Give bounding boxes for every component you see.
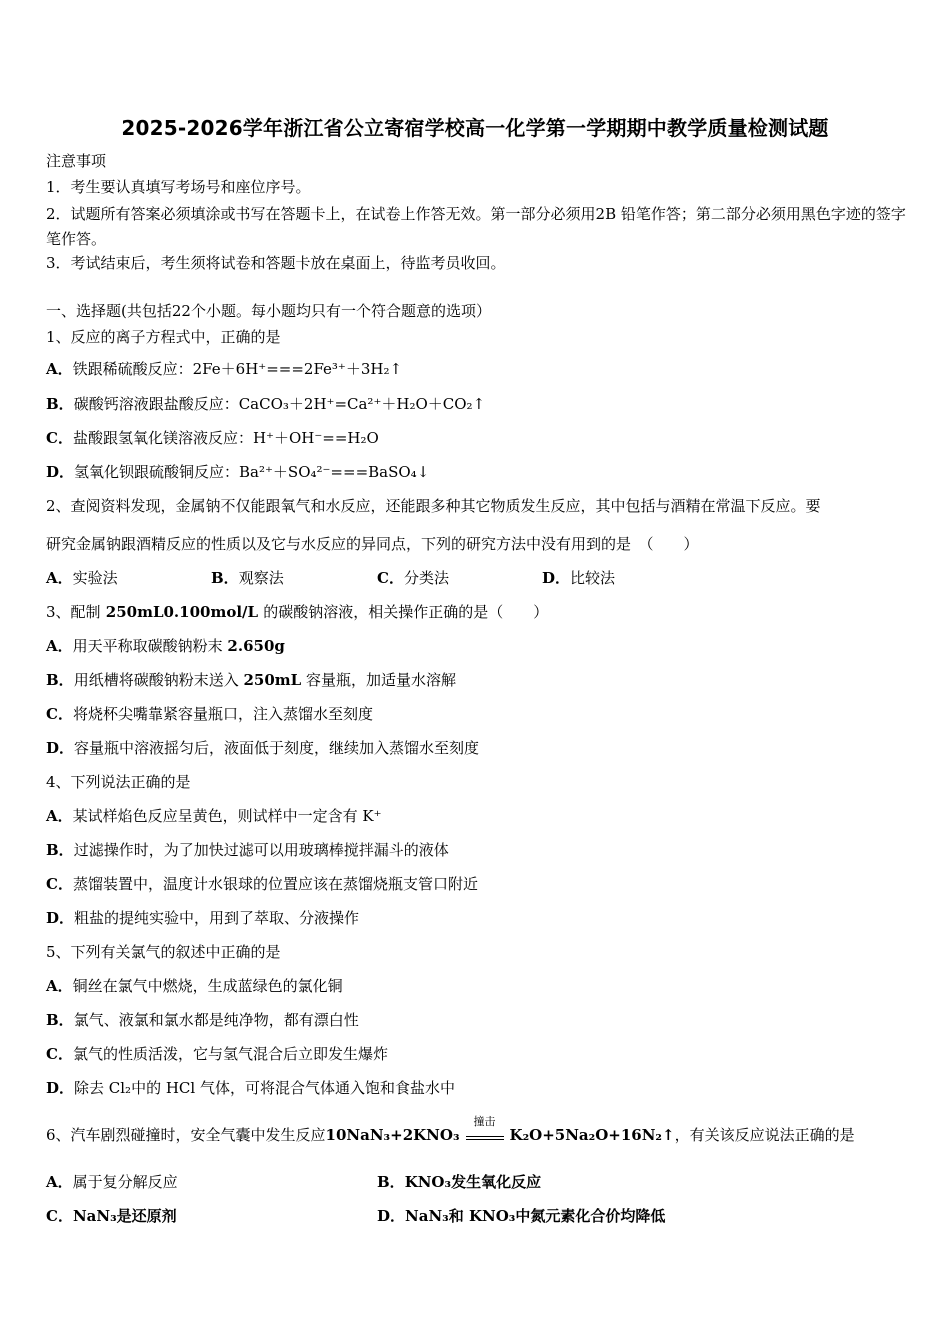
option-text: 氢氧化钡跟硫酸铜反应：Ba²⁺＋SO₄²⁻===BaSO₄↓ xyxy=(74,463,430,481)
q1-option-c xyxy=(46,428,379,448)
option-label: D． xyxy=(542,569,571,587)
option-label: C． xyxy=(46,429,73,447)
q2-option-d xyxy=(542,568,615,588)
question-6-stem xyxy=(46,1115,855,1146)
option-text: 将烧杯尖嘴靠紧容量瓶口，注入蒸馏水至刻度 xyxy=(72,705,373,723)
stem-text: 6、汽车剧烈碰撞时，安全气囊中发生反应 xyxy=(46,1126,326,1144)
option-text: 氯气、液氯和氯水都是纯净物，都有漂白性 xyxy=(73,1011,359,1029)
option-text: 容量瓶，加适量水溶解 xyxy=(301,671,456,689)
option-text: 铁跟稀硫酸反应：2Fe＋6H⁺===2Fe³⁺＋3H₂↑ xyxy=(72,360,403,378)
option-text: 比较法 xyxy=(570,569,616,587)
option-text: 除去 Cl₂中的 HCl 气体，可将混合气体通入饱和食盐水中 xyxy=(74,1079,455,1097)
option-text: 盐酸跟氢氧化镁溶液反应：H⁺＋OH⁻==H₂O xyxy=(72,429,379,447)
option-label: D． xyxy=(46,1079,75,1097)
option-text: KNO₃发生氧化反应 xyxy=(404,1173,542,1191)
q4-option-d xyxy=(46,908,359,928)
page-title: 2025-2026学年浙江省公立寄宿学校高一化学第一学期期中教学质量检测试题 xyxy=(121,116,829,140)
q6-option-a xyxy=(46,1172,178,1192)
question-4-stem: 4、下列说法正确的是 xyxy=(46,773,191,791)
q4-option-c xyxy=(46,874,478,894)
option-text: 铜丝在氯气中燃烧，生成蓝绿色的氯化铜 xyxy=(72,977,343,995)
q1-option-b xyxy=(46,394,485,414)
question-3-stem xyxy=(46,602,548,622)
q4-option-b xyxy=(46,840,449,860)
question-5-stem: 5、下列有关氯气的叙述中正确的是 xyxy=(46,943,281,961)
option-label: C． xyxy=(377,569,404,587)
option-label: B． xyxy=(46,395,74,413)
option-value: 250mL xyxy=(243,671,302,689)
q2-option-b xyxy=(211,568,284,588)
option-text: 容量瓶中溶液摇匀后，液面低于刻度，继续加入蒸馏水至刻度 xyxy=(74,739,480,757)
option-label: C． xyxy=(46,875,73,893)
option-value: 2.650g xyxy=(227,637,285,655)
option-label: A． xyxy=(46,637,73,655)
notice-item-3: 3．考试结束后，考生须将试卷和答题卡放在桌面上，待监考员收回。 xyxy=(46,254,506,272)
q6-option-b xyxy=(377,1172,541,1192)
option-text: 分类法 xyxy=(403,569,449,587)
option-text: 属于复分解反应 xyxy=(72,1173,178,1191)
option-text: NaN₃和 KNO₃中氮元素化合价均降低 xyxy=(405,1207,666,1225)
q5-option-c xyxy=(46,1044,388,1064)
q3-option-a xyxy=(46,636,285,656)
q3-option-b xyxy=(46,670,456,690)
option-text: 用天平称取碳酸钠粉末 xyxy=(72,637,228,655)
option-text: 粗盐的提纯实验中，用到了萃取、分液操作 xyxy=(74,909,360,927)
option-label: A． xyxy=(46,1173,73,1191)
equation-products: K₂O+5Na₂O+16N₂↑ xyxy=(509,1126,675,1144)
stem-concentration: 250mL0.100mol/L xyxy=(100,603,264,621)
q1-option-d xyxy=(46,462,429,482)
option-label: A． xyxy=(46,360,73,378)
option-label: A． xyxy=(46,977,73,995)
question-1-stem: 1、反应的离子方程式中，正确的是 xyxy=(46,328,281,346)
option-label: B． xyxy=(46,671,74,689)
stem-text: 3、配制 xyxy=(46,603,101,621)
option-label: B． xyxy=(211,569,239,587)
notice-heading: 注意事项 xyxy=(46,152,107,170)
option-text: 用纸槽将碳酸钠粉末送入 xyxy=(73,671,244,689)
option-label: D． xyxy=(46,463,75,481)
option-text: 某试样焰色反应呈黄色，则试样中一定含有 K⁺ xyxy=(72,807,382,825)
option-label: A． xyxy=(46,807,73,825)
stem-text: 的碳酸钠溶液，相关操作正确的是（ ） xyxy=(263,603,549,621)
option-text: 氯气的性质活泼，它与氢气混合后立即发生爆炸 xyxy=(72,1045,388,1063)
q3-option-d xyxy=(46,738,479,758)
q1-option-a xyxy=(46,359,402,379)
option-text: NaN₃是还原剂 xyxy=(72,1207,177,1225)
option-label: B． xyxy=(46,841,74,859)
q6-option-d xyxy=(377,1206,665,1226)
q5-option-b xyxy=(46,1010,359,1030)
section-heading: 一、选择题(共包括22个小题。每小题均只有一个符合题意的选项） xyxy=(46,302,491,320)
option-label: D． xyxy=(46,909,75,927)
notice-item-1: 1．考生要认真填写考场号和座位序号。 xyxy=(46,178,311,196)
option-text: 碳酸钙溶液跟盐酸反应：CaCO₃＋2H⁺=Ca²⁺＋H₂O＋CO₂↑ xyxy=(73,395,486,413)
q6-option-c xyxy=(46,1206,177,1226)
reaction-arrow xyxy=(464,1115,506,1146)
option-label: B． xyxy=(377,1173,405,1191)
option-label: B． xyxy=(46,1011,74,1029)
option-label: C． xyxy=(46,1045,73,1063)
option-text: 观察法 xyxy=(238,569,284,587)
question-2-stem-line1: 2、查阅资料发现，金属钠不仅能跟氧气和水反应，还能跟多种其它物质发生反应，其中包括与酒精在常温下反应。要 xyxy=(46,497,821,515)
q2-option-a xyxy=(46,568,118,588)
option-label: C． xyxy=(46,1207,73,1225)
reaction-condition: 撞击 xyxy=(473,1115,496,1128)
option-label: D． xyxy=(46,739,75,757)
q2-option-c xyxy=(377,568,449,588)
option-label: D． xyxy=(377,1207,406,1225)
q5-option-a xyxy=(46,976,343,996)
notice-item-2: 2．试题所有答案必须填涂或书写在答题卡上，在试卷上作答无效。第一部分必须用2B 铅笔作答；第二部分必须用黑色字迹的签字笔作答。 xyxy=(46,205,906,248)
q3-option-c xyxy=(46,704,373,724)
question-2-stem-line2: 研究金属钠跟酒精反应的性质以及它与水反应的异同点，下列的研究方法中没有用到的是 （ ） xyxy=(46,535,699,553)
equation-reactants: 10NaN₃+2KNO₃ xyxy=(325,1126,460,1144)
stem-text: ，有关该反应说法正确的是 xyxy=(674,1126,855,1144)
option-label: C． xyxy=(46,705,73,723)
q4-option-a xyxy=(46,806,382,826)
q5-option-d xyxy=(46,1078,455,1098)
option-text: 实验法 xyxy=(72,569,118,587)
option-text: 过滤操作时，为了加快过滤可以用玻璃棒搅拌漏斗的液体 xyxy=(73,841,449,859)
option-label: A． xyxy=(46,569,73,587)
option-text: 蒸馏装置中，温度计水银球的位置应该在蒸馏烧瓶支管口附近 xyxy=(72,875,478,893)
